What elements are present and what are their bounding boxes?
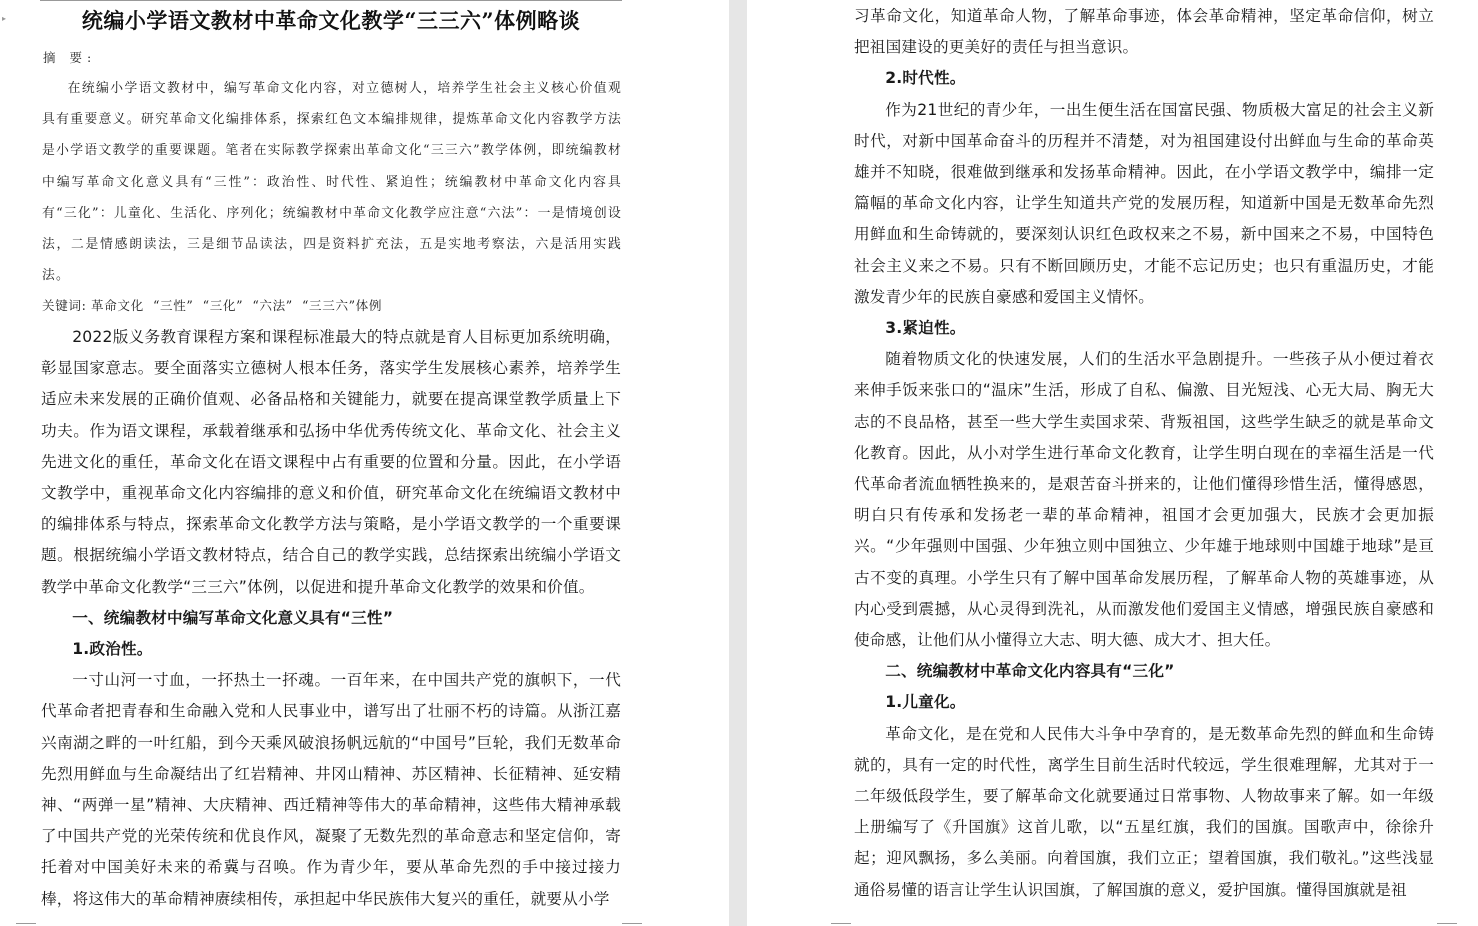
left-body [41, 322, 621, 915]
corner-mark-bottom-left [831, 923, 851, 924]
paragraph-childlike: 革命文化，是在党和人民伟大斗争中孕育的，是无数革命先烈的鲜血和生命铸就的，具有一定的时代性，离学生目前生活时代较远，学生很难理解，尤其对于一二年级低段学生，要了解革命文化就要通过日常事物、人物故事来了解。如一年级上册编写了《升国旗》这首儿歌，以“五星红旗，我们的国旗。国歌声中，徐徐升起；迎风飘扬，多么美丽。向着国旗，我们立正；望着国旗，我们敬礼。”这些浅显通俗易懂的语言让学生认识国旗，了解国旗的意义，爱护国旗。懂得国旗就是祖 [854, 724, 1434, 899]
right-body [854, 1, 1434, 906]
corner-mark-bottom-right [1437, 923, 1457, 924]
abstract-label: 摘 要: [43, 50, 97, 65]
header-rule [40, 0, 622, 1]
paragraph-intro: 2022版义务教育课程方案和课程标准最大的特点就是育人目标更加系统明确，彰显国家意志。要全面落实立德树人根本任务，落实学生发展核心素养，培养学生适应未来发展的正确价值观、必备品格和关键能力，就要在提高课堂教学质量上下功夫。作为语文课程，承载着继承和弘扬中华优秀传统文化、革命文化、社会主义先进文化的重任，革命文化在语文课程中占有重要的位置和分量。因此，在小学语文教学中，重视革命文化内容编排的意义和价值，研究革命文化在统编语文教材中的编排体系与特点，探索革命文化教学方法与策略，是小学语文教学的一个重要课题。根据统编小学语文教材特点，结合自己的教学实践，总结探索出统编小学语文教学中革命文化教学“三三六”体例，以促进和提升革命文化教学的效果和价值。 [41, 328, 621, 596]
margin-caret-icon: ▸ [2, 14, 7, 23]
section-heading-2: 二、统编教材中革命文化内容具有“三化” [885, 662, 1175, 681]
subheading-childlike: 1.儿童化。 [885, 693, 966, 712]
section-heading-1: 一、统编教材中编写革命文化意义具有“三性” [72, 608, 394, 627]
keywords-line: 关键词: 革命文化 “三性” “三化” “六法” “三三六”体例 [42, 298, 383, 313]
paragraph-urgency: 随着物质文化的快速发展，人们的生活水平急剧提升。一些孩子从小便过着衣来伸手饭来张口的“温床”生活，形成了自私、偏激、目光短浅、心无大局、胸无大志的不良品格，甚至一些大学生卖国求荣、背叛祖国，这些学生缺乏的就是革命文化教育。因此，从小对学生进行革命文化教育，让学生明白现在的幸福生活是一代代革命者流血牺牲换来的，是艰苦奋斗拼来的，让他们懂得珍惜生活，懂得感恩，明白只有传承和发扬老一辈的革命精神，祖国才会更加强大，民族才会更加振兴。“少年强则中国强、少年独立则中国独立、少年雄于地球则中国雄于地球”是亘古不变的真理。小学生只有了解中国革命发展历程，了解革命人物的英雄事迹，从内心受到震撼，从心灵得到洗礼，从而激发他们爱国主义情感，增强民族自豪感和使命感，让他们从小懂得立大志、明大德、成大才、担大任。 [854, 350, 1434, 650]
subheading-era: 2.时代性。 [885, 69, 966, 88]
subheading-urgency: 3.紧迫性。 [885, 319, 966, 338]
document-title: 统编小学语文教材中革命文化教学“三三六”体例略谈 [81, 8, 581, 33]
paragraph-political: 一寸山河一寸血，一抔热土一抔魂。一百年来，在中国共产党的旗帜下，一代代革命者把青春和生命融入党和人民事业中，谱写出了壮丽不朽的诗篇。从浙江嘉兴南湖之畔的一叶红船，到今天乘风破浪扬帆远航的“中国号”巨轮，我们无数革命先烈用鲜血与生命凝结出了红岩精神、井冈山精神、苏区精神、长征精神、延安精神、“两弹一星”精神、大庆精神、西迁精神等伟大的革命精神，这些伟大精神承载了中国共产党的光荣传统和优良作风，凝聚了无数先烈的革命意志和坚定信仰，寄托着对中国美好未来的希冀与召唤。作为青少年，要从革命先烈的手中接过接力棒，将这伟大的革命精神赓续相传，承担起中华民族伟大复兴的重任，就要从小学 [41, 671, 621, 908]
corner-mark-bottom-right [622, 923, 642, 924]
abstract-text: 在统编小学语文教材中，编写革命文化内容，对立德树人，培养学生社会主义核心价值观具有重要意义。研究革命文化编排体系，探索红色文本编排规律，提炼革命文化内容教学方法是小学语文教学的重要课题。笔者在实际教学探索出革命文化“三三六”教学体例，即统编教材中编写革命文化意义具有“三性”：政治性、时代性、紧迫性；统编教材中革命文化内容具有“三化”：儿童化、生活化、序列化；统编教材中革命文化教学应注意“六法”：一是情境创设法，二是情感朗读法，三是细节品读法，四是资料扩充法，五是实地考察法，六是活用实践法。 [42, 81, 622, 284]
page-separator [729, 0, 747, 926]
subheading-political: 1.政治性。 [72, 640, 153, 659]
paragraph-continued: 习革命文化，知道革命人物，了解革命事迹，体会革命精神，坚定革命信仰，树立把祖国建设的更美好的责任与担当意识。 [854, 7, 1434, 57]
paragraph-era: 作为21世纪的青少年，一出生便生活在国富民强、物质极大富足的社会主义新时代，对新中国革命奋斗的历程并不清楚，对为祖国建设付出鲜血与生命的革命英雄并不知晓，很难做到继承和发扬革命精神。因此，在小学语文教学中，编排一定篇幅的革命文化内容，让学生知道共产党的发展历程，知道新中国是无数革命先烈用鲜血和生命铸就的，要深刻认识红色政权来之不易，新中国来之不易，中国特色社会主义来之不易。只有不断回顾历史，才能不忘记历史；也只有重温历史，才能激发青少年的民族自豪感和爱国主义情怀。 [854, 100, 1434, 306]
corner-mark-bottom-left [16, 923, 36, 924]
document-page-right [747, 0, 1478, 926]
document-page-left [0, 0, 648, 926]
